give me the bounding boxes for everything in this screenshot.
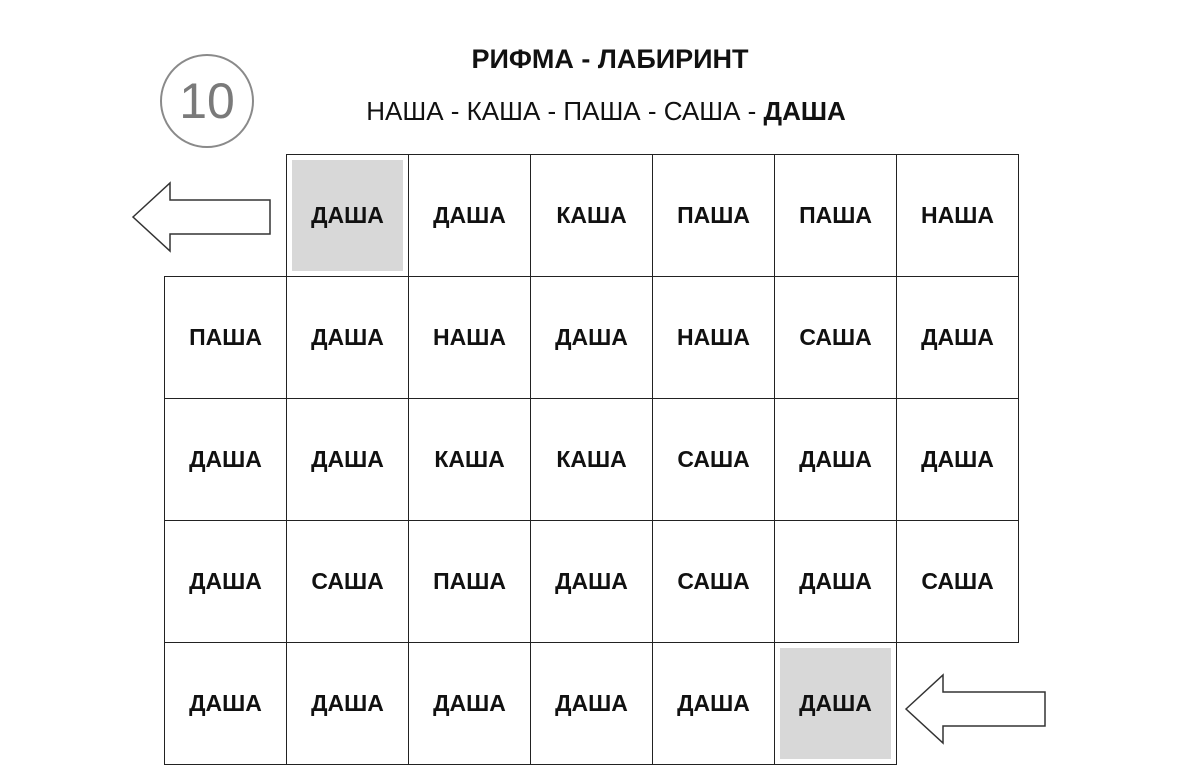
maze-cell-word: ДАША <box>311 446 384 472</box>
page-number-badge: 10 <box>160 54 254 148</box>
maze-cell[interactable] <box>774 642 897 765</box>
maze-cell-word: ДАША <box>799 690 872 716</box>
maze-cell[interactable] <box>164 520 287 643</box>
maze-cell[interactable] <box>286 276 409 399</box>
maze-cell[interactable] <box>896 276 1019 399</box>
entry-arrow-icon <box>903 672 1050 747</box>
maze-cell[interactable] <box>774 520 897 643</box>
maze-cell[interactable] <box>164 398 287 521</box>
rhyme-sequence-target: ДАША <box>763 96 846 126</box>
maze-cell-word: ДАША <box>677 690 750 716</box>
maze-cell[interactable] <box>896 398 1019 521</box>
maze-cell-word: КАША <box>556 446 627 472</box>
maze-cell[interactable] <box>286 154 409 277</box>
maze-cell-word: ДАША <box>921 446 994 472</box>
maze-cell[interactable] <box>896 154 1019 277</box>
maze-cell-word: ДАША <box>921 324 994 350</box>
maze-cell-word: ДАША <box>311 202 384 228</box>
maze-cell[interactable] <box>286 642 409 765</box>
maze-cell[interactable] <box>652 642 775 765</box>
maze-cell[interactable] <box>774 398 897 521</box>
maze-cell-word: ПАША <box>677 202 750 228</box>
maze-cell-word: САША <box>677 446 750 472</box>
maze-cell-word: НАША <box>921 202 994 228</box>
maze-cell[interactable] <box>652 154 775 277</box>
maze-cell[interactable] <box>408 398 531 521</box>
maze-cell-word: ДАША <box>555 324 628 350</box>
maze-cell-word: ДАША <box>189 690 262 716</box>
maze-cell[interactable] <box>164 642 287 765</box>
maze-cell-word: ПАША <box>189 324 262 350</box>
maze-cell[interactable] <box>530 276 653 399</box>
maze-cell-word: КАША <box>556 202 627 228</box>
maze-cell-word: КАША <box>434 446 505 472</box>
maze-cell-word: ДАША <box>555 690 628 716</box>
maze-cell[interactable] <box>652 520 775 643</box>
maze-cell[interactable] <box>408 154 531 277</box>
maze-cell[interactable] <box>530 520 653 643</box>
rhyme-sequence-plain: НАША - КАША - ПАША - САША - <box>366 96 764 126</box>
maze-cell-word: НАША <box>433 324 506 350</box>
maze-cell[interactable] <box>408 520 531 643</box>
maze-cell[interactable] <box>530 154 653 277</box>
maze-cell-word: ПАША <box>433 568 506 594</box>
maze-cell-word: САША <box>311 568 384 594</box>
maze-cell[interactable] <box>530 398 653 521</box>
maze-cell-word: ДАША <box>189 568 262 594</box>
maze-cell-word: ДАША <box>433 202 506 228</box>
maze-cell[interactable] <box>286 398 409 521</box>
maze-cell[interactable] <box>774 154 897 277</box>
maze-cell-word: ПАША <box>799 202 872 228</box>
maze-cell-word: ДАША <box>799 446 872 472</box>
maze-cell[interactable] <box>408 276 531 399</box>
maze-cell[interactable] <box>286 520 409 643</box>
exit-arrow-icon <box>130 180 275 255</box>
maze-cell[interactable] <box>408 642 531 765</box>
maze-cell-word: САША <box>799 324 872 350</box>
maze-cell-word: НАША <box>677 324 750 350</box>
maze-cell-word: ДАША <box>311 690 384 716</box>
maze-cell[interactable] <box>774 276 897 399</box>
maze-cell-word: ДАША <box>555 568 628 594</box>
maze-cell[interactable] <box>652 276 775 399</box>
maze-cell-word: ДАША <box>311 324 384 350</box>
maze-cell-word: САША <box>677 568 750 594</box>
maze-cell-word: ДАША <box>433 690 506 716</box>
maze-cell-word: ДАША <box>189 446 262 472</box>
maze-cell[interactable] <box>164 276 287 399</box>
maze-cell[interactable] <box>896 520 1019 643</box>
worksheet-title: РИФМА - ЛАБИРИНТ <box>471 44 749 74</box>
maze-cell[interactable] <box>652 398 775 521</box>
maze-cell-word: ДАША <box>799 568 872 594</box>
maze-cell-word: САША <box>921 568 994 594</box>
maze-cell[interactable] <box>530 642 653 765</box>
